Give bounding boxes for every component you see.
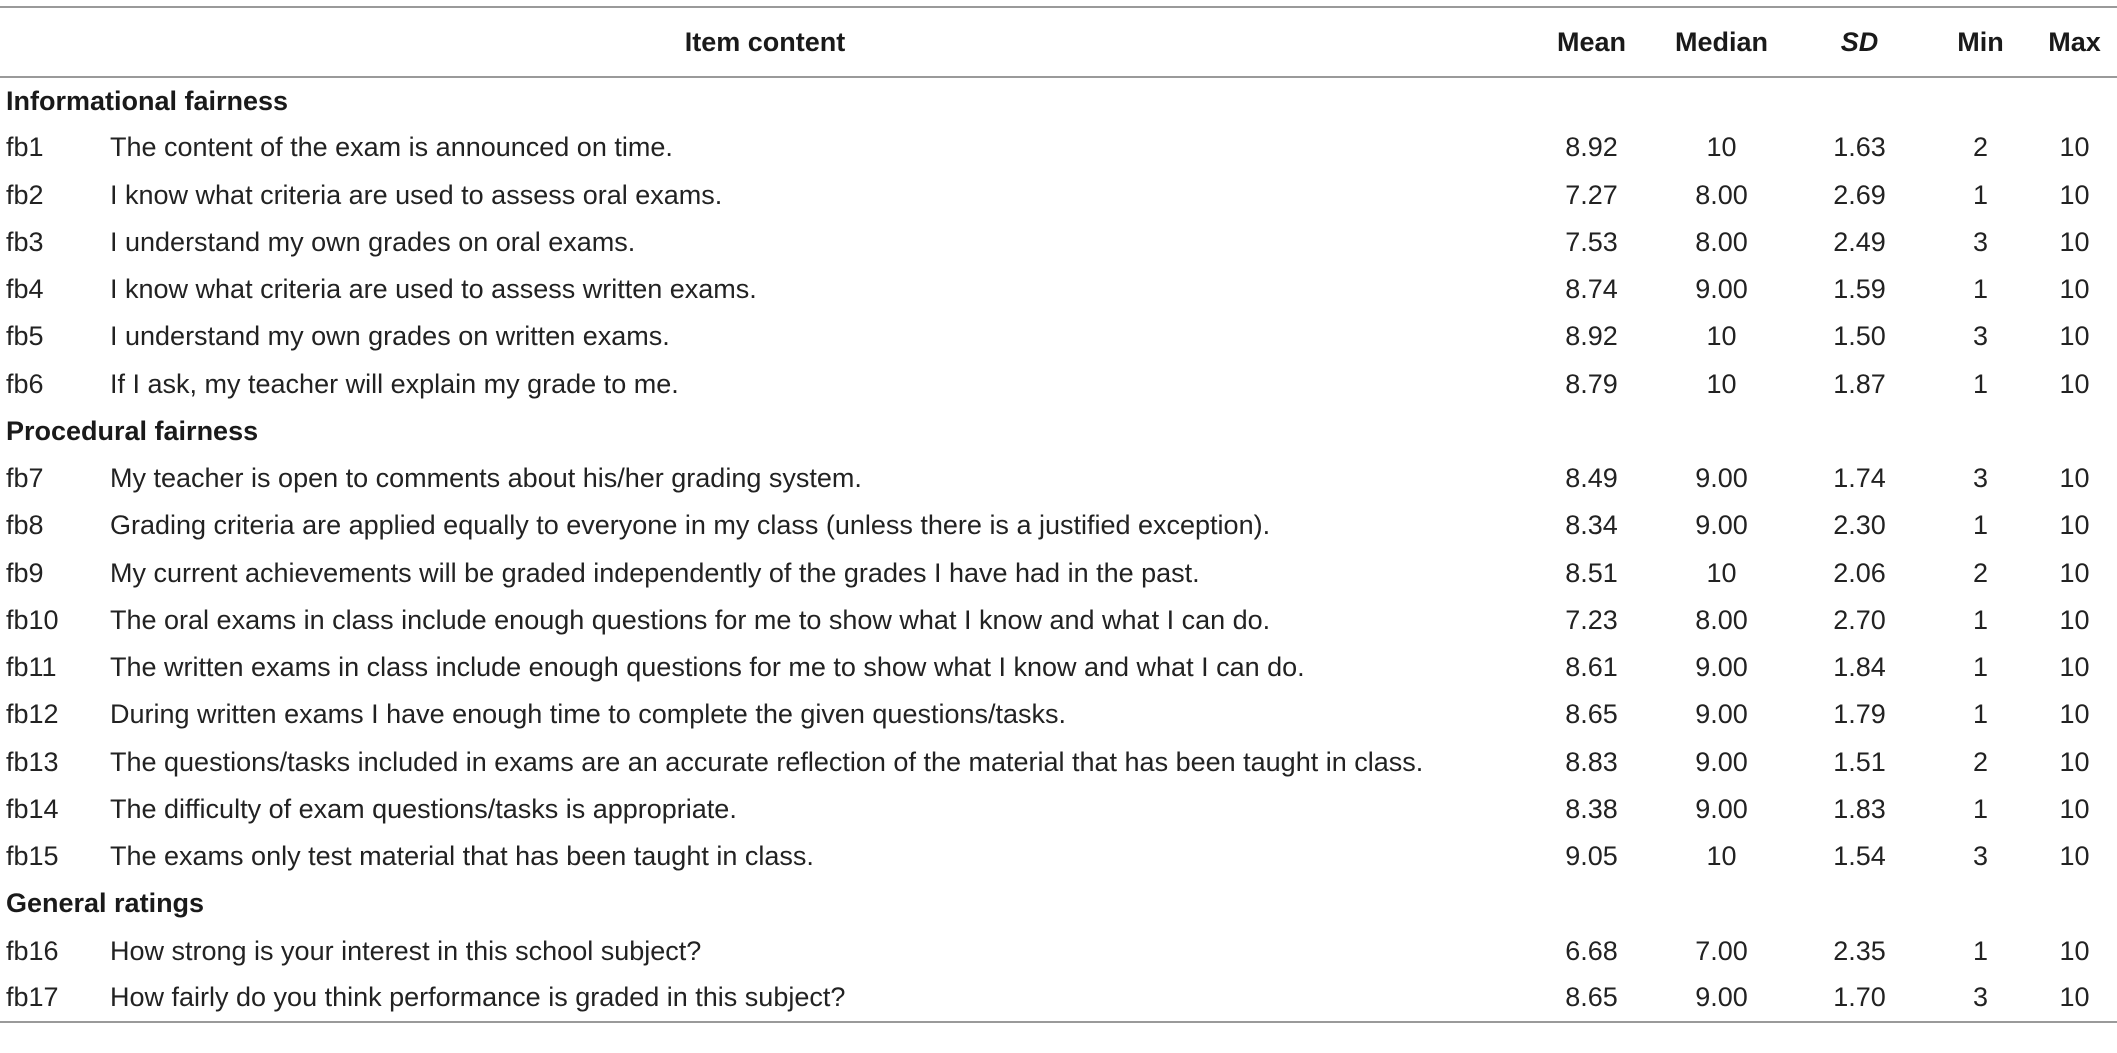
header-row [0, 7, 2117, 77]
item-mean: 8.92 [1565, 132, 1618, 163]
item-max: 10 [2059, 557, 2090, 588]
item-sd: 1.51 [1833, 746, 1886, 777]
item-max: 10 [2059, 746, 2090, 777]
item-median: 8.00 [1695, 604, 1748, 635]
item-id: fb16 [6, 935, 59, 966]
item-sd: 1.79 [1833, 699, 1886, 730]
item-sd: 1.70 [1790, 975, 1929, 1022]
item-sd: 1.59 [1833, 274, 1886, 305]
item-content: My current achievements will be graded independently of the grades I have had in the past. [110, 557, 1200, 588]
item-max: 10 [2059, 652, 2090, 683]
item-content: Grading criteria are applied equally to everyone in my class (unless there is a justified exception). [110, 510, 1271, 541]
item-max: 10 [2032, 975, 2117, 1022]
item-min: 1 [1973, 179, 1989, 210]
item-mean: 8.49 [1565, 463, 1618, 494]
item-mean: 8.79 [1565, 368, 1618, 399]
item-min: 1 [1973, 935, 1989, 966]
item-mean: 8.51 [1565, 557, 1618, 588]
item-id: fb2 [6, 179, 44, 210]
item-median: 10 [1706, 368, 1737, 399]
item-max: 10 [2059, 226, 2090, 257]
item-mean: 8.92 [1565, 321, 1618, 352]
table-row [0, 361, 2117, 408]
item-sd: 2.70 [1833, 604, 1886, 635]
table-row [0, 833, 2117, 880]
table-row [0, 597, 2117, 644]
item-content: The exams only test material that has been taught in class. [110, 841, 814, 872]
table-row [0, 975, 2117, 1022]
header-median: Median [1653, 7, 1790, 77]
item-max: 10 [2059, 463, 2090, 494]
item-sd: 1.63 [1833, 132, 1886, 163]
header-sd: SD [1790, 7, 1929, 77]
table-row [0, 786, 2117, 833]
table-row [0, 455, 2117, 502]
item-median: 9.00 [1695, 699, 1748, 730]
table-body [0, 77, 2117, 1022]
item-min: 1 [1973, 368, 1989, 399]
section-row [0, 408, 2117, 455]
item-min: 3 [1973, 841, 1989, 872]
item-id: fb14 [6, 793, 59, 824]
table-row [0, 644, 2117, 691]
item-id: fb13 [6, 746, 59, 777]
section-row [0, 880, 2117, 927]
item-content: My teacher is open to comments about his/her grading system. [110, 463, 862, 494]
item-median: 10 [1706, 557, 1737, 588]
item-sd: 1.74 [1833, 463, 1886, 494]
item-sd: 1.54 [1833, 841, 1886, 872]
item-max: 10 [2059, 132, 2090, 163]
header-min: Min [1929, 7, 2032, 77]
item-median: 10 [1706, 132, 1737, 163]
item-id: fb9 [6, 557, 44, 588]
table-row [0, 172, 2117, 219]
item-id: fb6 [6, 368, 44, 399]
item-min: 1 [1973, 699, 1989, 730]
item-mean: 7.27 [1565, 179, 1618, 210]
table-row [0, 124, 2117, 171]
table-row [0, 550, 2117, 597]
item-min: 2 [1973, 746, 1989, 777]
item-id: fb12 [6, 699, 59, 730]
item-sd: 2.35 [1833, 935, 1886, 966]
item-min: 3 [1973, 321, 1989, 352]
header-mean: Mean [1530, 7, 1653, 77]
item-min: 2 [1973, 132, 1989, 163]
item-median: 10 [1706, 841, 1737, 872]
section-title: General ratings [6, 888, 205, 919]
header-max: Max [2032, 7, 2117, 77]
item-content: During written exams I have enough time to complete the given questions/tasks. [110, 699, 1067, 730]
item-content: The difficulty of exam questions/tasks is appropriate. [110, 793, 737, 824]
item-content: I know what criteria are used to assess written exams. [110, 274, 757, 305]
item-mean: 8.38 [1565, 793, 1618, 824]
item-mean: 6.68 [1565, 935, 1618, 966]
item-min: 1 [1973, 274, 1989, 305]
item-content: The oral exams in class include enough questions for me to show what I know and what I can do. [110, 604, 1271, 635]
item-median: 9.00 [1653, 975, 1790, 1022]
table-row [0, 502, 2117, 549]
item-sd: 2.30 [1833, 510, 1886, 541]
item-sd: 2.69 [1833, 179, 1886, 210]
item-sd: 1.87 [1833, 368, 1886, 399]
item-max: 10 [2059, 793, 2090, 824]
table-row [0, 739, 2117, 786]
item-content: The written exams in class include enough questions for me to show what I know and what I can do. [110, 652, 1305, 683]
item-min: 3 [1973, 226, 1989, 257]
item-sd: 2.49 [1833, 226, 1886, 257]
item-max: 10 [2059, 841, 2090, 872]
item-id: fb8 [6, 510, 44, 541]
item-mean: 8.61 [1565, 652, 1618, 683]
section-title: Procedural fairness [6, 415, 259, 446]
item-min: 3 [1973, 463, 1989, 494]
item-statistics-table [0, 6, 2117, 1023]
item-id: fb5 [6, 321, 44, 352]
item-id: fb10 [6, 604, 59, 635]
item-max: 10 [2059, 510, 2090, 541]
item-max: 10 [2059, 274, 2090, 305]
item-max: 10 [2059, 179, 2090, 210]
item-median: 9.00 [1695, 793, 1748, 824]
table-row [0, 219, 2117, 266]
item-id: fb3 [6, 226, 44, 257]
item-min: 3 [1929, 975, 2032, 1022]
item-median: 10 [1706, 321, 1737, 352]
item-mean: 8.83 [1565, 746, 1618, 777]
item-content: How strong is your interest in this school subject? [110, 935, 702, 966]
item-max: 10 [2059, 321, 2090, 352]
item-content: How fairly do you think performance is graded in this subject? [110, 975, 1530, 1022]
item-min: 1 [1973, 793, 1989, 824]
item-content: If I ask, my teacher will explain my grade to me. [110, 368, 679, 399]
item-median: 9.00 [1695, 652, 1748, 683]
item-id: fb4 [6, 274, 44, 305]
item-mean: 7.53 [1565, 226, 1618, 257]
item-sd: 1.83 [1833, 793, 1886, 824]
table-row [0, 266, 2117, 313]
item-sd: 2.06 [1833, 557, 1886, 588]
item-content: I know what criteria are used to assess oral exams. [110, 179, 723, 210]
item-median: 8.00 [1695, 179, 1748, 210]
item-median: 8.00 [1695, 226, 1748, 257]
item-min: 1 [1973, 604, 1989, 635]
item-id: fb11 [6, 652, 57, 683]
item-mean: 7.23 [1565, 604, 1618, 635]
item-median: 9.00 [1695, 463, 1748, 494]
item-max: 10 [2059, 604, 2090, 635]
item-id: fb17 [0, 975, 110, 1022]
item-median: 9.00 [1695, 274, 1748, 305]
section-title: Informational fairness [6, 85, 289, 116]
item-max: 10 [2059, 699, 2090, 730]
item-median: 9.00 [1695, 746, 1748, 777]
item-mean: 8.74 [1565, 274, 1618, 305]
table-row [0, 691, 2117, 738]
item-id: fb1 [6, 132, 44, 163]
table-row [0, 313, 2117, 360]
item-mean: 9.05 [1565, 841, 1618, 872]
item-content: I understand my own grades on written exams. [110, 321, 670, 352]
item-content: The content of the exam is announced on time. [110, 132, 673, 163]
item-max: 10 [2059, 935, 2090, 966]
item-mean: 8.34 [1565, 510, 1618, 541]
item-min: 1 [1973, 652, 1989, 683]
item-median: 7.00 [1695, 935, 1748, 966]
item-mean: 8.65 [1530, 975, 1653, 1022]
table-row [0, 928, 2117, 975]
table-header [0, 7, 2117, 77]
item-content: The questions/tasks included in exams are an accurate reflection of the material that has been taught in class. [110, 746, 1424, 777]
item-id: fb7 [6, 463, 44, 494]
item-mean: 8.65 [1565, 699, 1618, 730]
item-sd: 1.50 [1833, 321, 1886, 352]
item-content: I understand my own grades on oral exams. [110, 226, 636, 257]
header-item-content: Item content [0, 7, 1530, 77]
item-sd: 1.84 [1833, 652, 1886, 683]
section-row [0, 77, 2117, 124]
item-min: 1 [1973, 510, 1989, 541]
item-id: fb15 [6, 841, 59, 872]
item-median: 9.00 [1695, 510, 1748, 541]
item-min: 2 [1973, 557, 1989, 588]
item-max: 10 [2059, 368, 2090, 399]
